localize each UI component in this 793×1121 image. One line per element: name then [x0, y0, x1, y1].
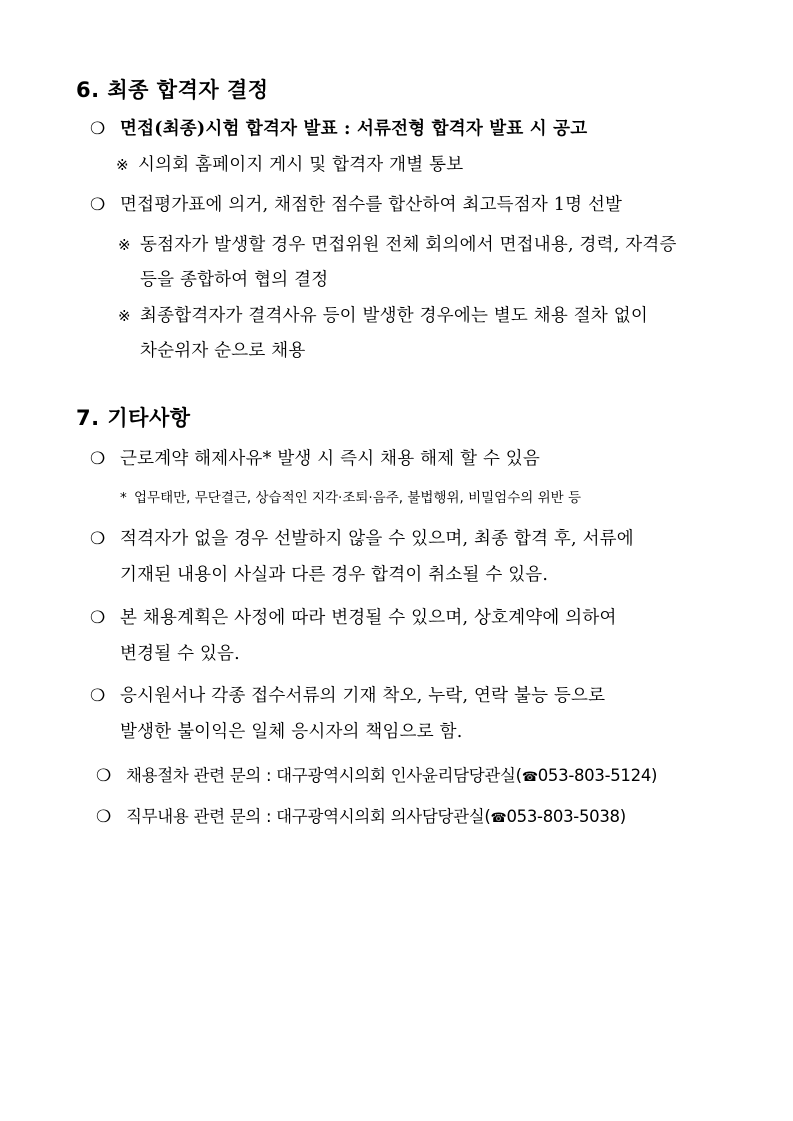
- circle-bullet-icon: ❍: [90, 686, 106, 706]
- s6-bullet-1: [90, 115, 587, 140]
- section-6-heading: 6. 최종 합격자 결정: [76, 78, 269, 102]
- s6-bullet-1-text: 면접(최종)시험 합격자 발표 : 서류전형 합격자 발표 시 공고: [120, 119, 588, 139]
- phone-icon: ☎: [521, 770, 538, 785]
- reference-mark-icon: ※: [118, 307, 131, 325]
- s7-bullet-1: [90, 445, 540, 470]
- s7-bullet-3: [90, 604, 617, 629]
- s7-contact-1-phone: 053-803-5124): [537, 766, 658, 785]
- circle-bullet-icon: ❍: [90, 119, 106, 139]
- circle-bullet-icon: ❍: [90, 195, 106, 215]
- s7-bullet-1-text: 근로계약 해제사유* 발생 시 즉시 채용 해제 할 수 있음: [120, 449, 541, 469]
- s7-contact-2-phone: 053-803-5038): [506, 807, 626, 826]
- circle-bullet-icon: ❍: [90, 449, 106, 469]
- circle-bullet-icon: ❍: [96, 807, 111, 827]
- s6-note-2: [118, 231, 677, 256]
- s6-bullet-2-text: 면접평가표에 의거, 채점한 점수를 합산하여 최고득점자 1명 선발: [120, 195, 623, 215]
- section-7-heading: 7. 기타사항: [76, 406, 191, 430]
- circle-bullet-icon: ❍: [90, 529, 106, 549]
- s6-note-2-line-1: 동점자가 발생할 경우 면접위원 전체 회의에서 면접내용, 경력, 자격증: [140, 235, 677, 255]
- s6-note-1: [116, 151, 463, 176]
- s7-contact-2-text: 직무내용 관련 문의 : 대구광역시의회 의사담당관실(: [126, 807, 491, 826]
- phone-icon: ☎: [490, 811, 507, 826]
- circle-bullet-icon: ❍: [96, 766, 111, 786]
- reference-mark-icon: ※: [116, 156, 129, 174]
- s7-bullet-4: [90, 682, 605, 707]
- s7-bullet-3-line-1: 본 채용계획은 사정에 따라 변경될 수 있으며, 상호계약에 의하여: [120, 608, 617, 628]
- s6-note-3-line-2: 차순위자 순으로 채용: [140, 341, 306, 361]
- s7-contact-1-text: 채용절차 관련 문의 : 대구광역시의회 인사윤리담당관실(: [126, 766, 522, 785]
- s7-contact-2: [96, 803, 626, 827]
- s6-note-3-line-1: 최종합격자가 결격사유 등이 발생한 경우에는 별도 채용 절차 없이: [140, 306, 648, 326]
- reference-mark-icon: ※: [118, 236, 131, 254]
- asterisk-icon: *: [120, 490, 127, 506]
- s7-bullet-4-line-2: 발생한 불이익은 일체 응시자의 책임으로 함.: [120, 722, 463, 742]
- s6-note-1-text: 시의회 홈페이지 게시 및 합격자 개별 통보: [138, 155, 464, 175]
- s7-bullet-4-line-1: 응시원서나 각종 접수서류의 기재 착오, 누락, 연락 불능 등으로: [120, 686, 606, 706]
- s6-note-2-line-2: 등을 종합하여 협의 결정: [140, 270, 329, 290]
- s7-footnote-text: 업무태만, 무단결근, 상습적인 지각·조퇴·음주, 불법행위, 비밀엄수의 위반 등: [134, 490, 582, 506]
- s7-bullet-2-line-2: 기재된 내용이 사실과 다른 경우 합격이 취소될 수 있음.: [120, 565, 549, 585]
- s6-bullet-2: [90, 191, 622, 216]
- circle-bullet-icon: ❍: [90, 608, 106, 628]
- s7-contact-1: [96, 762, 657, 786]
- s6-note-3: [118, 302, 648, 327]
- s7-bullet-3-line-2: 변경될 수 있음.: [120, 644, 240, 664]
- s7-bullet-2: [90, 525, 634, 550]
- s7-footnote: [120, 486, 581, 506]
- s7-bullet-2-line-1: 적격자가 없을 경우 선발하지 않을 수 있으며, 최종 합격 후, 서류에: [120, 529, 634, 549]
